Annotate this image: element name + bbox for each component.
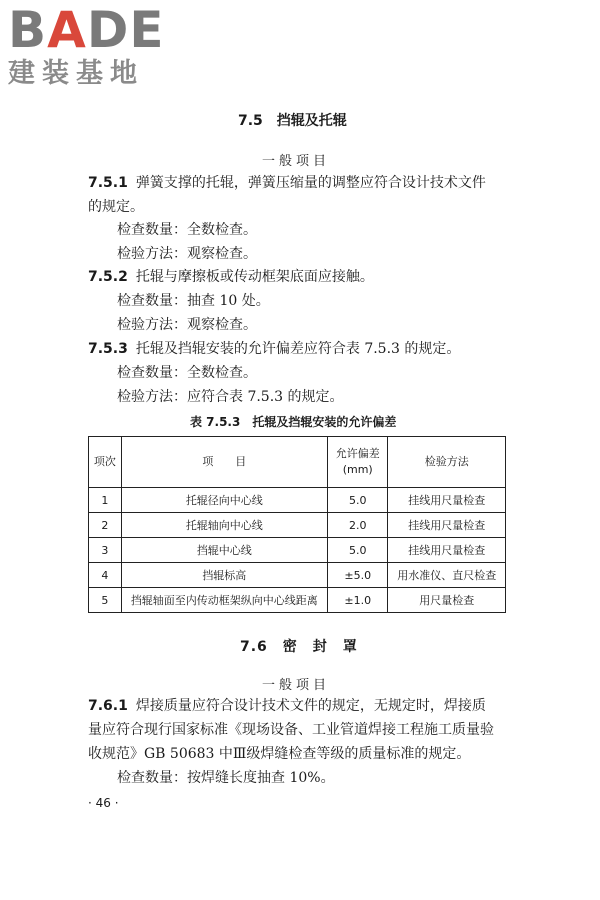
cell-tolerance: 5.0 xyxy=(327,538,388,563)
cell-method: 挂线用尺量检查 xyxy=(388,513,506,538)
clause-7-5-1: 7.5.1 弹簧支撑的托辊，弹簧压缩量的调整应符合设计技术文件 xyxy=(88,175,486,191)
clause-7-5-2-method: 检验方法：观察检查。 xyxy=(117,317,257,333)
clause-7-5-1-cont: 的规定。 xyxy=(88,199,144,215)
cell-tolerance: ±1.0 xyxy=(327,588,388,613)
cell-tolerance: ±5.0 xyxy=(327,563,388,588)
table-row xyxy=(89,488,506,513)
cell-item: 挡辊中心线 xyxy=(121,538,327,563)
clause-7-6-1-qty: 检查数量：按焊缝长度抽查 10%。 xyxy=(117,770,335,786)
header-method: 检验方法 xyxy=(388,437,506,488)
table-row xyxy=(89,563,506,588)
cell-item: 挡辊标高 xyxy=(121,563,327,588)
header-index: 项次 xyxy=(89,437,122,488)
cell-index: 4 xyxy=(89,563,122,588)
cell-item: 托辊径向中心线 xyxy=(121,488,327,513)
tolerance-table xyxy=(88,436,506,613)
cell-index: 1 xyxy=(89,488,122,513)
clause-7-6-1-cont2: 收规范》GB 50683 中Ⅲ级焊缝检查等级的质量标准的规定。 xyxy=(88,746,471,762)
cell-method: 挂线用尺量检查 xyxy=(388,538,506,563)
logo-brand: BADE xyxy=(8,1,165,59)
table-caption: 表 7.5.3 托辊及挡辊安装的允许偏差 xyxy=(190,415,397,429)
cell-method: 用水准仪、直尺检查 xyxy=(388,563,506,588)
cell-method: 挂线用尺量检查 xyxy=(388,488,506,513)
clause-7-5-3-method: 检验方法：应符合表 7.5.3 的规定。 xyxy=(117,389,344,405)
cell-item: 挡辊轴面至内传动框架纵向中心线距离 xyxy=(121,588,327,613)
clause-7-5-2-qty: 检查数量：抽查 10 处。 xyxy=(117,293,270,309)
header-tolerance: 允许偏差 (mm) xyxy=(327,437,388,488)
clause-7-5-3-qty: 检查数量：全数检查。 xyxy=(117,365,257,381)
section-7-6-subtitle: 一般项目 xyxy=(262,678,331,693)
table-row xyxy=(89,538,506,563)
clause-7-5-1-qty: 检查数量：全数检查。 xyxy=(117,222,257,238)
cell-method: 用尺量检查 xyxy=(388,588,506,613)
table-row xyxy=(89,588,506,613)
table-row xyxy=(89,513,506,538)
section-7-5-subtitle: 一般项目 xyxy=(262,154,331,169)
logo xyxy=(8,1,183,96)
section-7-5-title: 7.5 挡辊及托辊 xyxy=(238,113,347,129)
table-header-row xyxy=(89,437,506,488)
clause-7-5-1-method: 检验方法：观察检查。 xyxy=(117,246,257,262)
section-7-6-title: 7.6 密 封 罩 xyxy=(240,639,358,655)
clause-7-6-1: 7.6.1 焊接质量应符合设计技术文件的规定，无规定时，焊接质 xyxy=(88,698,486,714)
clause-7-5-2: 7.5.2 托辊与摩擦板或传动框架底面应接触。 xyxy=(88,269,374,285)
cell-index: 5 xyxy=(89,588,122,613)
clause-7-6-1-cont: 量应符合现行国家标准《现场设备、工业管道焊接工程施工质量验 xyxy=(88,722,494,738)
page-number: · 46 · xyxy=(88,796,119,810)
header-item: 项 目 xyxy=(121,437,327,488)
cell-index: 2 xyxy=(89,513,122,538)
cell-index: 3 xyxy=(89,538,122,563)
cell-tolerance: 5.0 xyxy=(327,488,388,513)
cell-tolerance: 2.0 xyxy=(327,513,388,538)
logo-subtitle: 建装基地 xyxy=(8,58,144,89)
clause-7-5-3: 7.5.3 托辊及挡辊安装的允许偏差应符合表 7.5.3 的规定。 xyxy=(88,341,461,357)
cell-item: 托辊轴向中心线 xyxy=(121,513,327,538)
